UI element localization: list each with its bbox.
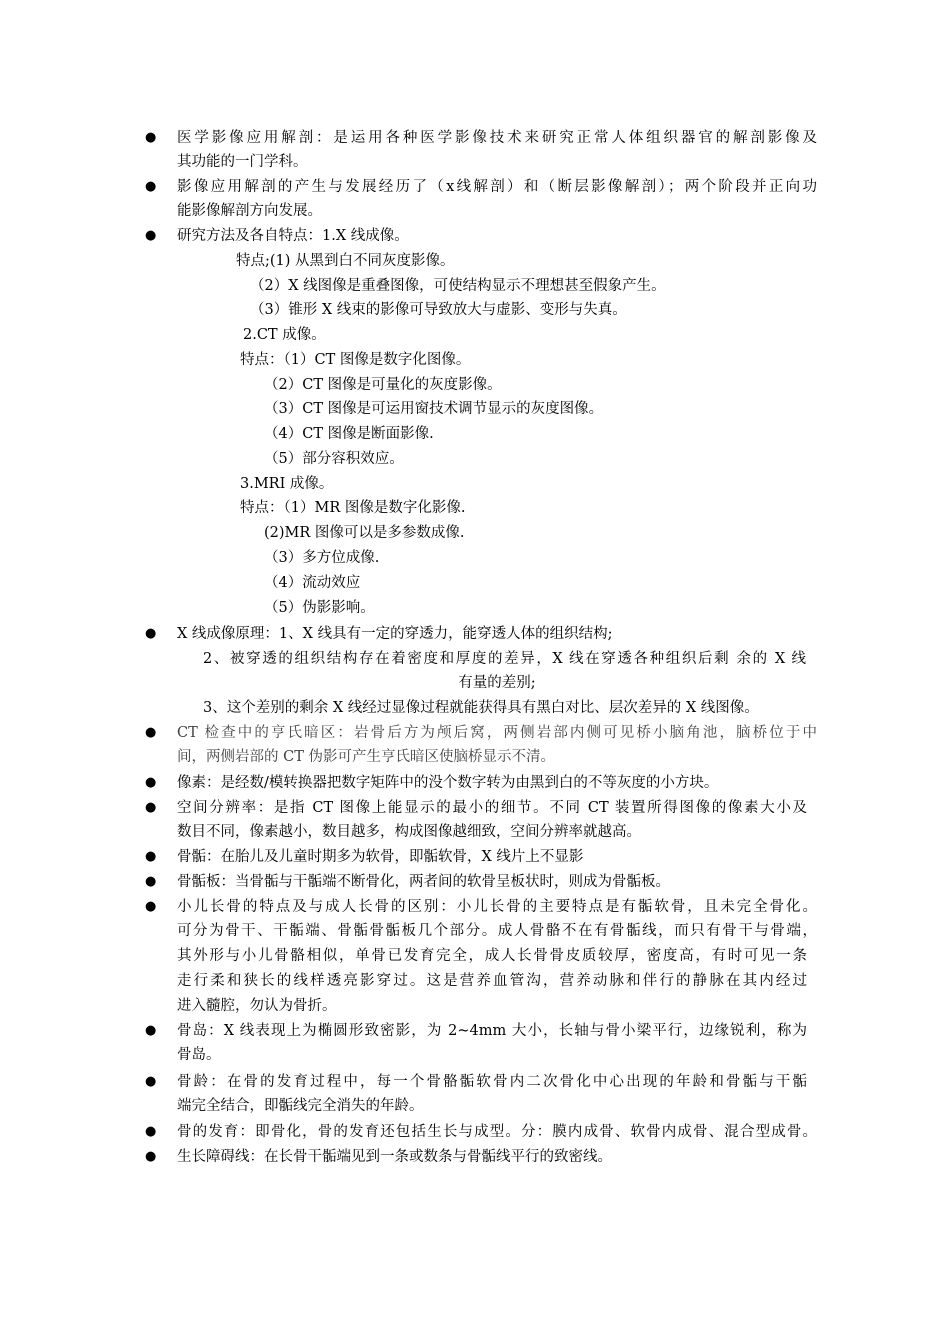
bullet-icon: ● (145, 874, 157, 889)
bullet-icon: ● (145, 1149, 157, 1164)
item-text-line: 端完全结合，即骺线完全消失的年龄。 (177, 1098, 424, 1114)
item-text-line: 可分为骨干、干骺端、骨骺骨骺板几个部分。成人骨骼不在有骨骺线，而只有骨干与骨端， (177, 923, 817, 939)
sub-line: （3）多方位成像. (264, 550, 380, 566)
sub-line: 3、这个差别的剩余 X 线经过显像过程就能获得具有黑白对比、层次差异的 X 线图像。 (203, 700, 759, 716)
sub-line: 有量的差别; (458, 675, 536, 691)
sub-line: 特点：（1）MR 图像是数字化影像. (240, 500, 466, 516)
item-text-line: 骨岛：X 线表现上为椭圆形致密影，为 2~4mm 大小，长轴与骨小梁平行，边缘锐利，称为 (177, 1023, 807, 1039)
bullet-icon: ● (145, 899, 157, 914)
sub-line: （4）流动效应 (264, 575, 361, 591)
bullet-icon: ● (145, 179, 157, 194)
item-text-line: CT 检查中的亨氏暗区：岩骨后方为颅后窝，两侧岩部内侧可见桥小脑角池，脑桥位于中 (177, 725, 817, 741)
item-text-line: 其外形与小儿骨骼相似，单骨已发育完全，成人长骨骨皮质较厚，密度高，有时可见一条 (177, 948, 807, 964)
sub-line: 特点;(1) 从黑到白不同灰度影像。 (236, 253, 455, 269)
bullet-icon: ● (145, 1124, 157, 1139)
item-text-line: 能影像解剖方向发展。 (177, 203, 322, 219)
item-text-line: 研究方法及各自特点：1.X 线成像。 (177, 228, 409, 244)
bullet-icon: ● (145, 1074, 157, 1089)
item-text-line: X 线成像原理：1、X 线具有一定的穿透力，能穿透人体的组织结构; (177, 626, 613, 642)
sub-line: 特点：（1）CT 图像是数字化图像。 (240, 352, 471, 368)
item-text-line: 数目不同，像素越小，数目越多，构成图像越细致，空间分辨率就越高。 (177, 824, 641, 840)
bullet-icon: ● (145, 228, 157, 243)
sub-line: （3）锥形 X 线束的影像可导致放大与虚影、变形与失真。 (250, 302, 627, 318)
bullet-icon: ● (145, 130, 157, 145)
item-text-line: 骨龄：在骨的发育过程中，每一个骨骼骺软骨内二次骨化中心出现的年龄和骨骺与干骺 (177, 1074, 807, 1090)
item-text-line: 医学影像应用解剖：是运用各种医学影像技术来研究正常人体组织器官的解剖影像及 (177, 130, 817, 146)
bullet-icon: ● (145, 1023, 157, 1038)
item-text-line: 小儿长骨的特点及与成人长骨的区别：小儿长骨的主要特点是有骺软骨，且未完全骨化。 (177, 899, 817, 915)
item-text-line: 生长障碍线：在长骨干骺端见到一条或数条与骨骺线平行的致密线。 (177, 1149, 612, 1165)
sub-line: 2、被穿透的组织结构存在着密度和厚度的差异，X 线在穿透各种组织后剩 余的 X 线 (203, 651, 806, 667)
bullet-icon: ● (145, 775, 157, 790)
item-text-line: 其功能的一门学科。 (177, 154, 308, 170)
sub-line: 3.MRI 成像。 (240, 476, 334, 492)
item-text-line: 骨的发育：即骨化，骨的发育还包括生长与成型。分：膜内成骨、软骨内成骨、混合型成骨。 (177, 1124, 817, 1140)
item-text-line: 骨骺：在胎儿及儿童时期多为软骨，即骺软骨，X 线片上不显影 (177, 849, 584, 865)
item-text-line: 间，两侧岩部的 CT 伪影可产生亨氏暗区使脑桥显示不清。 (177, 749, 555, 765)
item-text-line: 进入髓腔，勿认为骨折。 (177, 998, 337, 1014)
item-text-line: 空间分辨率：是指 CT 图像上能显示的最小的细节。不同 CT 装置所得图像的像素大小及 (177, 800, 807, 816)
item-text-line: 骨骺板：当骨骺与干骺端不断骨化，两者间的软骨呈板状时，则成为骨骺板。 (177, 874, 670, 890)
sub-line: （2）CT 图像是可量化的灰度影像。 (264, 377, 502, 393)
sub-line: （2）X 线图像是重叠图像，可使结构显示不理想甚至假象产生。 (250, 278, 666, 294)
item-text-line: 像素：是经数/模转换器把数字矩阵中的没个数字转为由黑到白的不等灰度的小方块。 (177, 775, 719, 791)
sub-line: （5）伪影影响。 (264, 600, 375, 616)
bullet-icon: ● (145, 800, 157, 815)
item-text-line: 骨岛。 (177, 1047, 221, 1063)
item-text-line: 影像应用解剖的产生与发展经历了（x线解剖）和（断层影像解剖）；两个阶段并正向功 (177, 179, 817, 195)
sub-line: （5）部分容积效应。 (264, 451, 404, 467)
bullet-icon: ● (145, 849, 157, 864)
sub-line: （4）CT 图像是断面影像. (264, 426, 434, 442)
bullet-icon: ● (145, 725, 157, 740)
item-text-line: 走行柔和狭长的线样透亮影穿过。这是营养血管沟，营养动脉和伴行的静脉在其内经过 (177, 973, 807, 989)
bullet-icon: ● (145, 626, 157, 641)
sub-line: (2)MR 图像可以是多参数成像. (264, 525, 465, 541)
sub-line: 2.CT 成像。 (243, 327, 326, 343)
sub-line: （3）CT 图像是可运用窗技术调节显示的灰度图像。 (264, 401, 604, 417)
